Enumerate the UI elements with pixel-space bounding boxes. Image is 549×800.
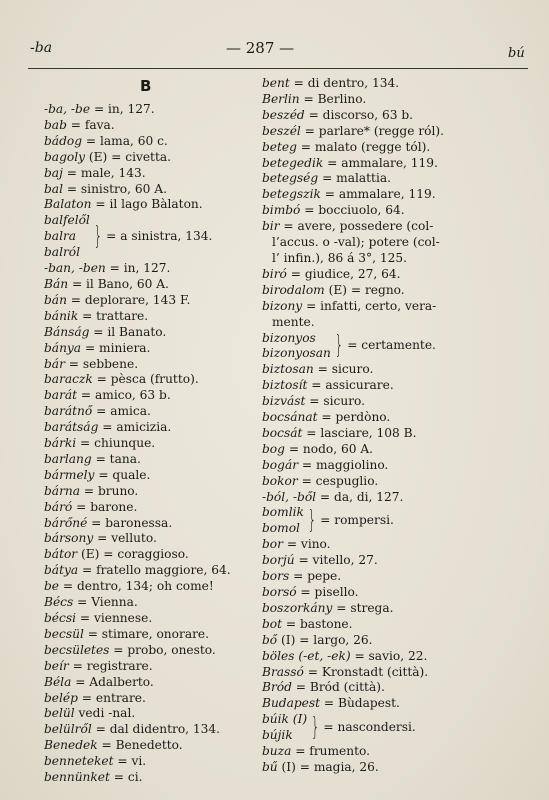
definition: = il lago Bàlaton.	[91, 197, 203, 212]
entry-group	[262, 712, 530, 744]
headword: baraczk	[44, 372, 93, 387]
definition: = ammalare, 119.	[323, 155, 438, 170]
dictionary-entry	[44, 166, 259, 182]
headword: Bánság	[44, 324, 90, 339]
dictionary-entry	[262, 156, 530, 172]
headword: bot	[262, 616, 283, 631]
definition: = lasciare, 108 B.	[302, 425, 417, 440]
headword: bent	[262, 76, 290, 90]
dictionary-entry	[44, 134, 259, 150]
definition: = da, di, 127.	[316, 489, 404, 504]
dictionary-entry	[44, 691, 259, 707]
definition: = cespuglio.	[297, 473, 379, 488]
dictionary-entry	[262, 378, 530, 394]
dictionary-entry	[262, 283, 530, 299]
dictionary-entry	[262, 665, 530, 681]
dictionary-entry	[262, 760, 530, 776]
dictionary-entry	[262, 617, 530, 633]
dictionary-entry	[44, 547, 259, 563]
definition: = amico, 63 b.	[77, 388, 171, 403]
definition: = il Bano, 60 A.	[68, 276, 169, 291]
definition: = Bród (città).	[291, 680, 385, 695]
dictionary-entry	[44, 643, 259, 659]
headword: Bród	[262, 680, 292, 695]
headword: bátor	[44, 547, 78, 562]
dictionary-entry	[262, 442, 530, 458]
dictionary-entry	[262, 537, 530, 553]
headword: barlang	[44, 451, 92, 466]
definition: = certamente.	[347, 338, 436, 353]
headword: bánik	[44, 308, 79, 323]
definition: = vino.	[282, 537, 331, 552]
headword: biztosít	[262, 378, 308, 393]
left-column	[44, 76, 259, 786]
headword: betegszik	[262, 187, 321, 202]
dictionary-entry	[262, 140, 530, 156]
running-head-right: bú	[508, 46, 525, 61]
headword: bár	[44, 356, 65, 371]
definition: = lama, 60 c.	[82, 133, 168, 148]
definition: = amica.	[92, 404, 151, 419]
dictionary-entry	[262, 108, 530, 124]
headword: báró	[44, 499, 73, 514]
headword: -ba, -be	[44, 102, 91, 116]
definition: = vitello, 27.	[294, 553, 378, 568]
headword: bújik	[262, 728, 293, 743]
headword: baj	[44, 165, 63, 180]
dictionary-entry	[44, 261, 259, 277]
definition: = bocciuolo, 64.	[300, 203, 405, 218]
headword: benneteket	[44, 754, 114, 769]
headword: biztosan	[262, 362, 314, 377]
dictionary-entry	[44, 563, 259, 579]
headword: bizonyos	[262, 330, 316, 345]
headword: belülről	[44, 722, 92, 737]
headword: Berlin	[262, 91, 300, 106]
definition-continuation: l’ infin.), 86 á 3°, 125.	[272, 250, 408, 265]
headword: bir	[262, 219, 280, 234]
definition: = avere, possedere (col-	[279, 219, 434, 234]
dictionary-entry	[262, 680, 530, 696]
dictionary-entry	[44, 627, 259, 643]
headword: barátság	[44, 420, 99, 435]
definition: = male, 143.	[62, 165, 146, 180]
headword: bánya	[44, 340, 82, 355]
dictionary-entry	[262, 92, 530, 108]
definition: = quale.	[94, 467, 151, 482]
headword: bab	[44, 117, 67, 132]
dictionary-entry	[44, 197, 259, 213]
headword: becsületes	[44, 642, 110, 657]
definition: = bastone.	[282, 616, 353, 631]
definition: = trattare.	[78, 308, 149, 323]
headword: bocsánat	[262, 410, 318, 425]
headword: balfelől	[44, 213, 90, 228]
brace: }	[93, 222, 103, 252]
dictionary-entry	[44, 150, 259, 166]
definition: (E) = regno.	[324, 282, 405, 297]
dictionary-entry	[44, 404, 259, 420]
headword: bátya	[44, 563, 79, 578]
headword: betegség	[262, 171, 319, 186]
definition: = infatti, certo, vera-	[302, 298, 437, 313]
headword: beteg	[262, 139, 297, 154]
dictionary-entry	[44, 659, 259, 675]
definition: = vi.	[113, 754, 147, 769]
headword: Benedek	[44, 738, 98, 753]
dictionary-entry	[262, 601, 530, 617]
headword: bárőné	[44, 515, 88, 530]
headword: belül	[44, 706, 75, 721]
headword: bagoly	[44, 149, 85, 164]
definition: = pepe.	[289, 569, 342, 584]
dictionary-entry	[262, 649, 530, 665]
dictionary-entry	[262, 203, 530, 219]
headword: bal	[44, 181, 63, 196]
definition: = amicizia.	[98, 420, 172, 435]
brace: }	[307, 507, 317, 536]
headword: birodalom	[262, 282, 325, 297]
definition: = pèsca (frutto).	[92, 372, 199, 387]
dictionary-entry	[262, 426, 530, 442]
definition-continuation: mente.	[272, 314, 315, 329]
definition: = fava.	[66, 117, 115, 132]
dictionary-entry	[262, 744, 530, 760]
definition: = fratello maggiore, 64.	[78, 563, 231, 578]
headword: belép	[44, 690, 78, 705]
dictionary-entry	[262, 124, 530, 140]
entry-group	[262, 331, 530, 363]
dictionary-entry	[44, 531, 259, 547]
headword: Bécs	[44, 595, 74, 610]
dictionary-entry	[262, 458, 530, 474]
headword: betegedik	[262, 155, 324, 170]
dictionary-entry	[262, 569, 530, 585]
definition: = miniera.	[81, 340, 151, 355]
definition: = ammalare, 119.	[320, 187, 436, 202]
definition: = malattia.	[318, 171, 391, 186]
page-number: — 287 —	[226, 39, 295, 57]
dictionary-entry	[44, 277, 259, 293]
dictionary-entry	[44, 595, 259, 611]
dictionary-entry	[262, 553, 530, 569]
definition: = stimare, onorare.	[83, 626, 209, 641]
definition: = dentro, 134; oh come!	[59, 579, 214, 594]
dictionary-entry	[262, 394, 530, 410]
headword: bizvást	[262, 394, 306, 409]
headword: bű	[262, 759, 278, 774]
dictionary-entry	[44, 436, 259, 452]
definition: = ci.	[109, 770, 143, 785]
definition: = frumento.	[291, 744, 371, 759]
headword: Béla	[44, 674, 72, 689]
definition: = perdòno.	[317, 410, 391, 425]
dictionary-entry	[262, 267, 530, 283]
headword: buza	[262, 744, 292, 759]
headword: Brassó	[262, 664, 304, 679]
dictionary-entry	[44, 579, 259, 595]
dictionary-entry	[262, 76, 530, 92]
entry-group	[262, 505, 530, 537]
definition: = strega.	[332, 600, 394, 615]
headword: bárki	[44, 436, 77, 451]
dictionary-entry	[44, 500, 259, 516]
headword: bármely	[44, 467, 95, 482]
definition: = nascondersi.	[323, 720, 416, 735]
definition: (I) = magia, 26.	[277, 759, 379, 774]
definition: vedi -nal.	[74, 706, 136, 721]
dictionary-entry	[262, 696, 530, 712]
headword: Bán	[44, 276, 69, 291]
dictionary-entry	[44, 722, 259, 738]
headword: beír	[44, 658, 69, 673]
headword: becsül	[44, 626, 84, 641]
dictionary-entry	[44, 293, 259, 309]
definition: = probo, onesto.	[109, 642, 216, 657]
definition: = nodo, 60 A.	[284, 441, 374, 456]
dictionary-entry	[44, 102, 259, 118]
headword: búik (I)	[262, 712, 308, 727]
definition: = pisello.	[296, 585, 359, 599]
definition: (E) = coraggioso.	[77, 547, 189, 562]
headword: barátnő	[44, 404, 93, 419]
headword: bomlik	[262, 505, 304, 520]
headword: bizonyosan	[262, 346, 331, 361]
headword: bizony	[262, 298, 303, 313]
definition: = Benedetto.	[97, 738, 183, 753]
definition: (E) = civetta.	[85, 149, 171, 164]
definition: = Bùdapest.	[320, 696, 400, 711]
dictionary-entry	[44, 118, 259, 134]
headword: bomol	[262, 521, 300, 536]
header-rule	[28, 68, 528, 69]
headword: Budapest	[262, 696, 321, 711]
headword: boszorkány	[262, 600, 333, 615]
headword: bogár	[262, 457, 299, 472]
dictionary-entry	[44, 468, 259, 484]
headword: borsó	[262, 585, 297, 599]
dictionary-entry	[262, 362, 530, 378]
definition: = rompersi.	[320, 513, 394, 528]
definition: = Berlino.	[299, 91, 367, 106]
headword: bársony	[44, 531, 94, 546]
dictionary-entry	[44, 484, 259, 500]
definition: = tana.	[91, 451, 141, 466]
dictionary-entry	[262, 299, 530, 315]
dictionary-entry	[44, 182, 259, 198]
dictionary-entry	[44, 341, 259, 357]
headword: balra	[44, 229, 77, 244]
dictionary-entry	[262, 410, 530, 426]
headword: bog	[262, 441, 285, 456]
headword: be	[44, 579, 60, 594]
dictionary-entry	[44, 516, 259, 532]
headword: Balaton	[44, 197, 92, 212]
definition: = sinistro, 60 A.	[62, 181, 167, 196]
headword: -ban, -ben	[44, 261, 106, 276]
headword: bennünket	[44, 770, 110, 785]
dictionary-entry	[44, 738, 259, 754]
headword: bocsát	[262, 425, 303, 440]
definition: = a sinistra, 134.	[106, 229, 213, 244]
headword: beszéd	[262, 107, 305, 122]
definition: = velluto.	[93, 531, 157, 546]
headword: bokor	[262, 473, 298, 488]
running-head-left: -ba	[30, 40, 53, 56]
headword: -ból, -ből	[262, 489, 317, 504]
headword: bors	[262, 569, 290, 584]
brace: }	[334, 332, 344, 361]
headword: bor	[262, 537, 283, 552]
definition: = sebbene.	[64, 356, 139, 371]
dictionary-entry	[44, 452, 259, 468]
dictionary-entry	[44, 611, 259, 627]
headword: bán	[44, 292, 67, 307]
headword: bádog	[44, 133, 83, 148]
definition: = in, 127.	[90, 102, 155, 116]
dictionary-entry	[44, 675, 259, 691]
dictionary-entry	[44, 325, 259, 341]
headword: bő	[262, 632, 278, 647]
headword: borjú	[262, 553, 295, 568]
headword: bárna	[44, 483, 81, 498]
definition: = registrare.	[68, 658, 153, 673]
brace: }	[311, 713, 320, 743]
dictionary-entry	[262, 187, 530, 203]
definition: = malato (regge tól).	[296, 139, 431, 154]
headword: barát	[44, 388, 78, 403]
definition: = savio, 22.	[350, 648, 428, 663]
dictionary-entry	[44, 706, 259, 722]
headword: bécsi	[44, 611, 76, 625]
headword: böles (-et, -ek)	[262, 648, 351, 663]
right-column	[262, 76, 530, 776]
dictionary-entry	[44, 770, 259, 786]
headword: beszél	[262, 123, 301, 138]
dictionary-entry	[262, 474, 530, 490]
section-letter: B	[140, 77, 152, 95]
dictionary-entry	[44, 372, 259, 388]
definition: = il Banato.	[89, 324, 167, 339]
dictionary-entry	[262, 219, 530, 235]
dictionary-entry	[262, 585, 530, 601]
definition: = sicuro.	[305, 394, 366, 409]
definition: = dal didentro, 134.	[91, 722, 221, 737]
definition: = sicuro.	[313, 362, 374, 377]
headword: balról	[44, 245, 81, 260]
definition: = parlare* (regge ról).	[300, 123, 445, 138]
definition: = maggiolino.	[298, 457, 389, 472]
definition: = di dentro, 134.	[289, 76, 400, 90]
definition: = deplorare, 143 F.	[66, 292, 191, 307]
definition: = in, 127.	[105, 261, 171, 276]
dictionary-entry	[44, 420, 259, 436]
definition: = bruno.	[80, 483, 139, 498]
definition: = assicurare.	[307, 378, 394, 393]
headword: biró	[262, 266, 287, 281]
definition: = Vienna.	[73, 595, 138, 610]
definition: = entrare.	[77, 690, 146, 705]
headword: bimbó	[262, 203, 301, 218]
definition: = viennese.	[76, 611, 153, 625]
definition: = baronessa.	[87, 515, 173, 530]
definition: = giudice, 27, 64.	[286, 266, 401, 281]
entry-group	[44, 213, 259, 261]
dictionary-entry	[262, 633, 530, 649]
dictionary-entry	[262, 490, 530, 506]
dictionary-entry	[44, 388, 259, 404]
dictionary-entry	[44, 309, 259, 325]
definition: (I) = largo, 26.	[277, 632, 373, 647]
definition: = barone.	[72, 499, 138, 514]
definition: = chiunque.	[76, 436, 156, 451]
dictionary-entry	[44, 754, 259, 770]
definition-continuation: l’accus. o -val); potere (col-	[272, 235, 440, 250]
dictionary-entry	[262, 171, 530, 187]
definition: = Kronstadt (città).	[303, 664, 429, 679]
dictionary-entry	[44, 357, 259, 373]
definition: = discorso, 63 b.	[304, 107, 414, 122]
definition: = Adalberto.	[71, 674, 154, 689]
